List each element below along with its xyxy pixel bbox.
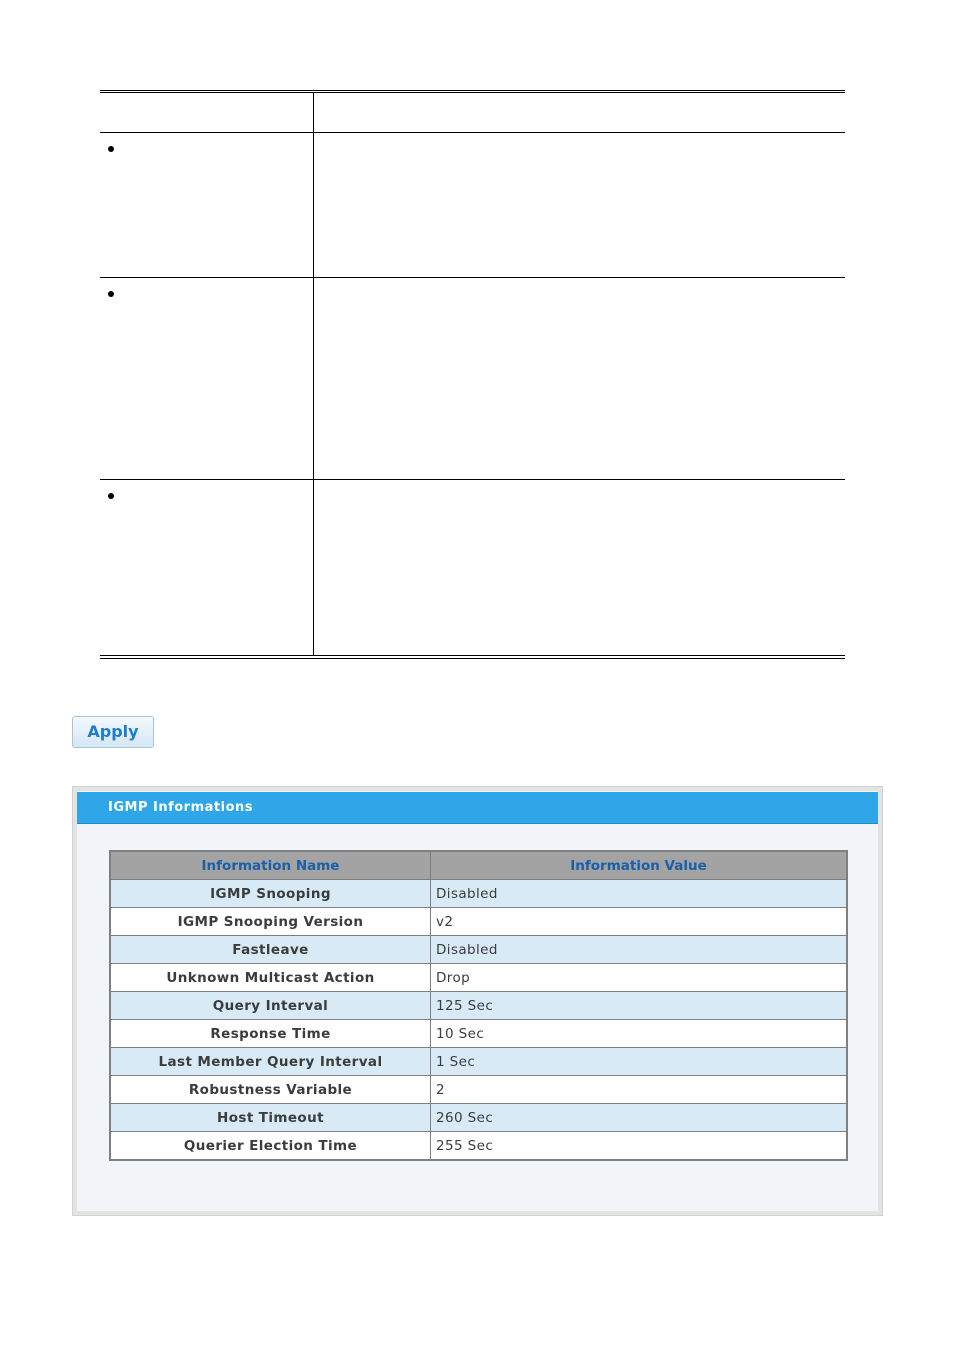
table-top-rule	[100, 90, 845, 93]
information-name-cell: Unknown Multicast Action	[110, 964, 431, 992]
bullet-icon	[108, 493, 114, 499]
bullet-icon	[108, 146, 114, 152]
table-bottom-rule	[100, 655, 845, 659]
information-name-cell: Response Time	[110, 1020, 431, 1048]
bullet-icon	[108, 291, 114, 297]
table-header-row	[110, 851, 847, 880]
table-row	[110, 1076, 847, 1104]
panel-header	[77, 792, 878, 824]
information-name-cell: Query Interval	[110, 992, 431, 1020]
information-value-cell: 10 Sec	[431, 1020, 848, 1048]
table-row	[110, 1132, 847, 1161]
information-value-cell: 260 Sec	[431, 1104, 848, 1132]
information-value-cell: Drop	[431, 964, 848, 992]
panel-title: IGMP Informations	[108, 800, 253, 815]
table-header-rule	[100, 132, 845, 133]
column-header-information-value: Information Value	[431, 851, 848, 880]
information-value-cell: 1 Sec	[431, 1048, 848, 1076]
information-value-cell: Disabled	[431, 880, 848, 908]
information-value-cell: Disabled	[431, 936, 848, 964]
table-row	[110, 908, 847, 936]
information-name-cell: Fastleave	[110, 936, 431, 964]
table-column-divider	[313, 93, 314, 656]
table-row	[110, 880, 847, 908]
table-row	[110, 1104, 847, 1132]
table-row-rule	[100, 479, 845, 480]
information-value-cell: 125 Sec	[431, 992, 848, 1020]
description-table	[100, 90, 845, 660]
table-row	[110, 1020, 847, 1048]
information-value-cell: 2	[431, 1076, 848, 1104]
information-name-cell: Querier Election Time	[110, 1132, 431, 1161]
table-row	[110, 964, 847, 992]
information-value-cell: v2	[431, 908, 848, 936]
column-header-information-name: Information Name	[110, 851, 431, 880]
information-name-cell: IGMP Snooping	[110, 880, 431, 908]
apply-button[interactable]: Apply	[72, 716, 154, 748]
information-name-cell: IGMP Snooping Version	[110, 908, 431, 936]
table-row	[110, 936, 847, 964]
information-name-cell: Last Member Query Interval	[110, 1048, 431, 1076]
table-row-rule	[100, 277, 845, 278]
igmp-information-panel	[72, 786, 883, 1216]
information-value-cell: 255 Sec	[431, 1132, 848, 1161]
information-name-cell: Host Timeout	[110, 1104, 431, 1132]
table-row	[110, 1048, 847, 1076]
table-row	[110, 992, 847, 1020]
igmp-information-table	[109, 850, 848, 1161]
information-name-cell: Robustness Variable	[110, 1076, 431, 1104]
